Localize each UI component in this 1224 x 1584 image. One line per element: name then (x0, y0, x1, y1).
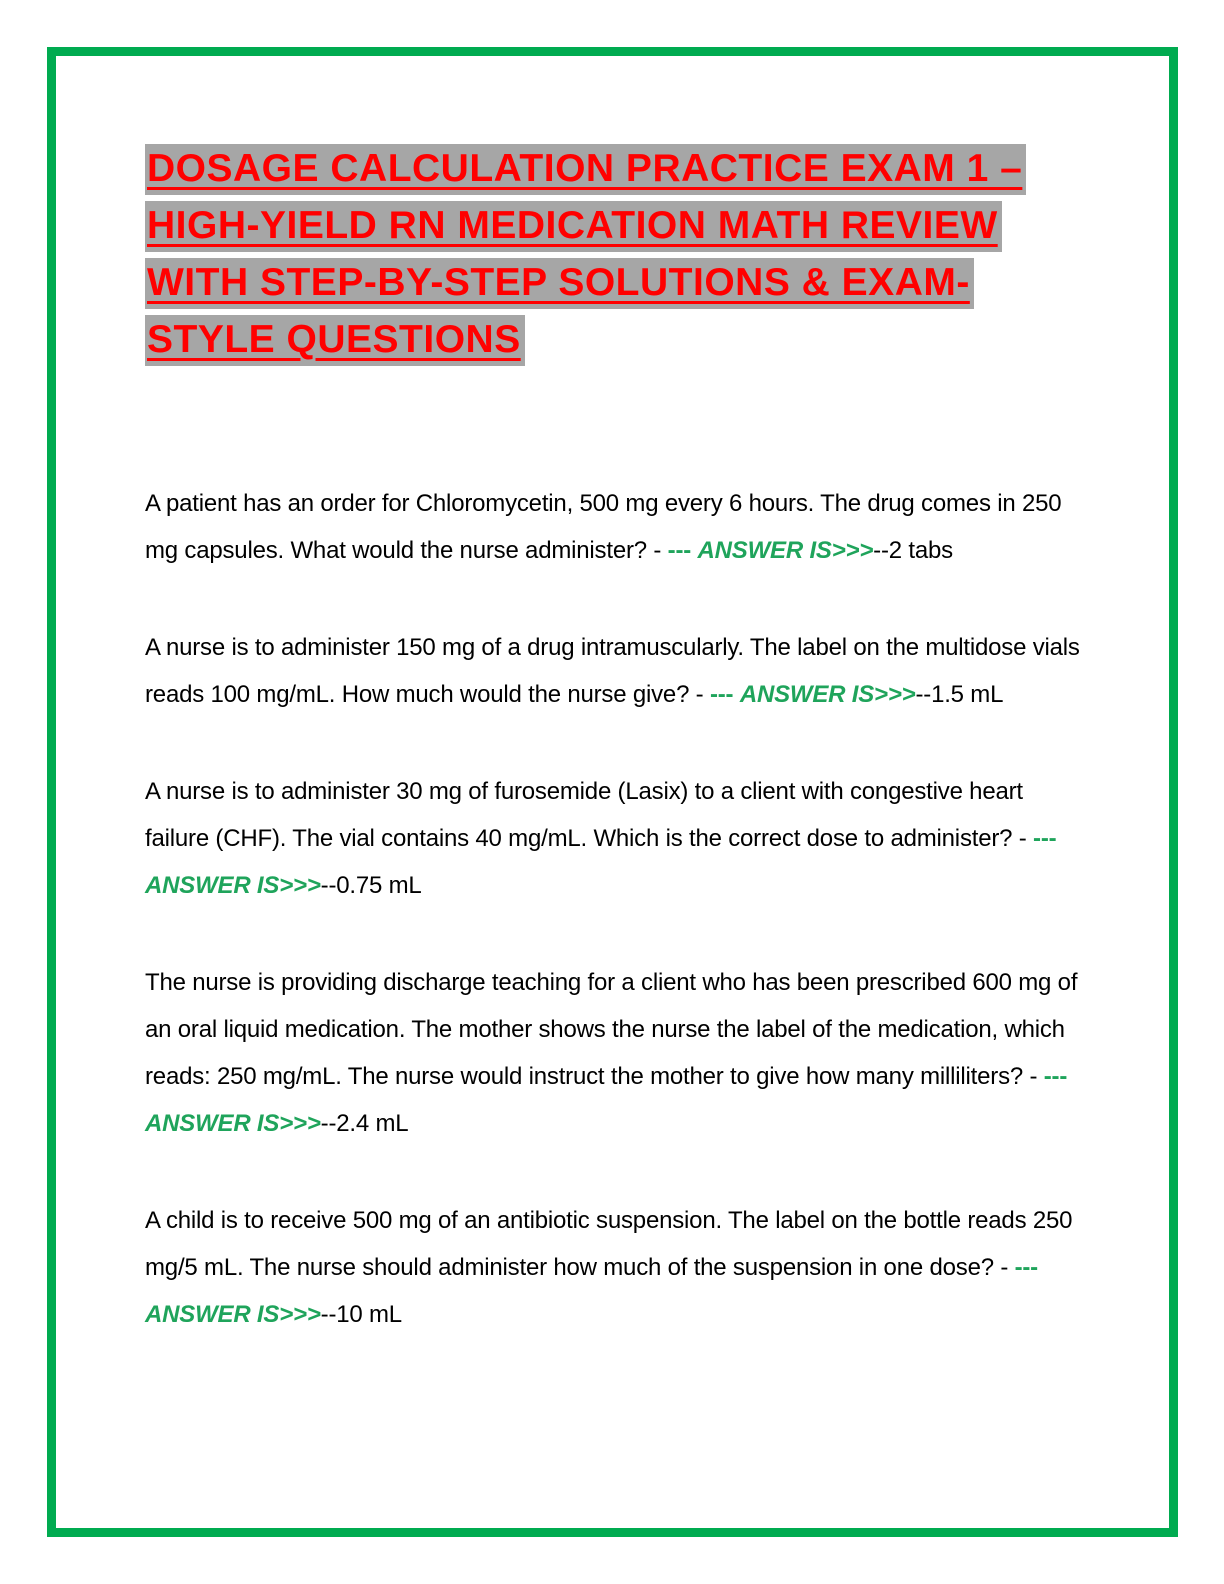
question-paragraph (145, 768, 1085, 909)
answer-green-dashes: --- (1014, 1254, 1038, 1281)
answer-text: 2 tabs (888, 537, 953, 564)
question-paragraph (145, 624, 1085, 718)
answer-separator-dashes: -- (873, 537, 889, 564)
answer-label: ANSWER IS>>> (145, 1301, 321, 1328)
answer-separator-dashes: -- (320, 872, 337, 899)
answer-label: ANSWER IS>>> (697, 537, 874, 564)
answer-prefix-dash: - (1012, 825, 1034, 852)
answer-label: ANSWER IS>>> (145, 1110, 321, 1137)
answer-prefix-dash: - (689, 681, 710, 708)
answer-separator-dashes: -- (320, 1301, 337, 1328)
document-title (145, 140, 1085, 368)
answer-green-dashes: --- (667, 537, 698, 564)
answer-separator-dashes: -- (915, 681, 932, 708)
answer-green-dashes: --- (1043, 1063, 1068, 1090)
question-text: A child is to receive 500 mg of an antibiotic suspension. The label on the bottle reads 250 mg/5 mL. The nurse should administer how much of the suspension in one dose? (145, 1207, 1073, 1281)
document-title-text: DOSAGE CALCULATION PRACTICE EXAM 1 – HIGH-YIELD RN MEDICATION MATH REVIEW WITH STEP-BY-STEP SOLUTIONS & EXAM-STYLE QUESTIONS (145, 144, 1026, 366)
answer-label: ANSWER IS>>> (739, 681, 916, 708)
answer-label: ANSWER IS>>> (145, 872, 321, 899)
answer-green-dashes: --- (709, 681, 740, 708)
question-text: A nurse is to administer 30 mg of furosemide (Lasix) to a client with congestive heart failure (CHF). The vial contains 40 mg/mL. Which is the correct dose to administer? (145, 778, 1023, 852)
answer-text: 2.4 mL (336, 1110, 409, 1137)
question-text: The nurse is providing discharge teaching for a client who has been prescribed 600 mg of an oral liquid medication. The mother shows the nurse the label of the medication, which reads: 250 mg/mL. The nurse would instruct the mother to give how many milliliters? (145, 969, 1078, 1090)
answer-prefix-dash: - (993, 1254, 1015, 1281)
answer-green-dashes: --- (1033, 825, 1057, 852)
question-text: A patient has an order for Chloromycetin, 500 mg every 6 hours. The drug comes in 250 mg capsules. What would the nurse administer? (145, 490, 1062, 564)
answer-prefix-dash: - (646, 537, 668, 564)
answer-text: 10 mL (336, 1301, 402, 1328)
question-paragraph (145, 480, 1085, 574)
question-list (145, 480, 1085, 1338)
document-content (145, 140, 1085, 1388)
question-paragraph (145, 1197, 1085, 1338)
answer-text: 1.5 mL (931, 681, 1004, 708)
question-text: A nurse is to administer 150 mg of a drug intramuscularly. The label on the multidose vials reads 100 mg/mL. How much would the nurse give? (145, 634, 1080, 708)
answer-text: 0.75 mL (336, 872, 422, 899)
answer-separator-dashes: -- (320, 1110, 337, 1137)
question-paragraph (145, 959, 1085, 1147)
answer-prefix-dash: - (1023, 1063, 1044, 1090)
